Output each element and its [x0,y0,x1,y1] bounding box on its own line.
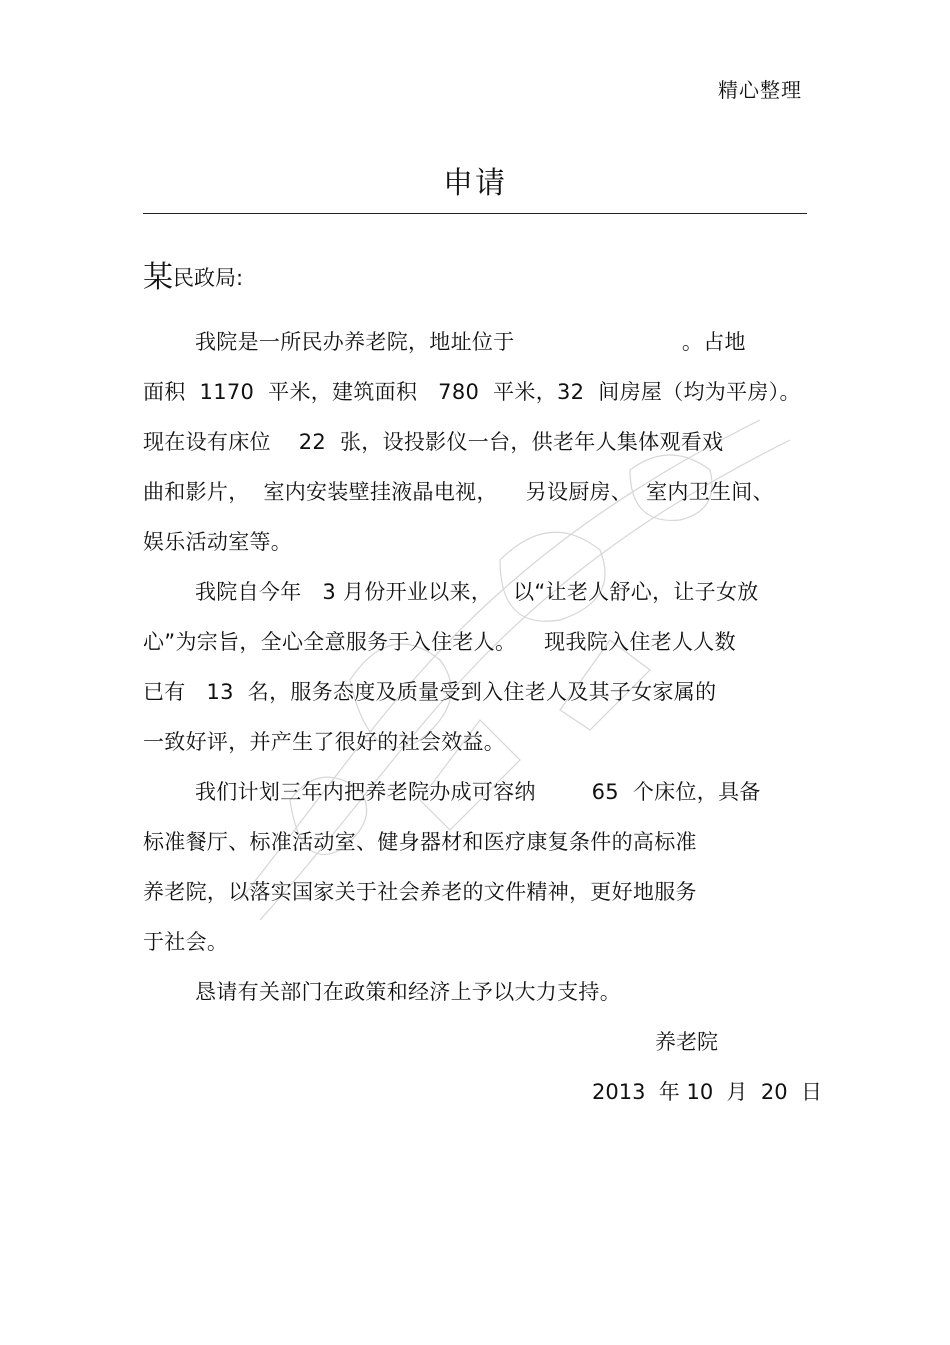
body-line: 我们计划三年内把养老院办成可容纳 65 个床位，具备 [195,780,761,804]
body-line: 养老院，以落实国家关于社会养老的文件精神，更好地服务 [143,880,697,904]
body-line: 标准餐厅、标准活动室、健身器材和医疗康复条件的高标准 [143,830,697,854]
body-line: 我院自今年 3 月份开业以来， 以“让老人舒心，让子女放 [195,580,759,604]
header-note: 精心整理 [718,78,802,102]
body-line: 心”为宗旨，全心全意服务于入住老人。 现我院入住老人人数 [143,630,736,654]
body-line: 现在设有床位 22 张，设投影仪一台，供老年人集体观看戏 [143,430,724,454]
document-title: 申请 [443,166,507,201]
watermark-graphic [200,380,820,940]
salutation-prefix: 某 [143,260,173,295]
body-line: 已有 13 名，服务态度及质量受到入住老人及其子女家属的 [143,680,717,704]
body-line: 恳请有关部门在政策和经济上予以大力支持。 [195,980,621,1004]
body-line: 于社会。 [143,930,229,954]
salutation [143,252,243,296]
signature-date: 2013 年 10 月 20 日 [592,1080,822,1104]
body-line: 娱乐活动室等。 [143,530,293,554]
signature-org: 养老院 [655,1030,718,1054]
title-divider [143,213,807,214]
body-line: 一致好评，并产生了很好的社会效益。 [143,730,506,754]
body-line: 面积 1170 平米，建筑面积 780 平米，32 间房屋（均为平房）。 [143,380,801,404]
salutation-recipient: 民政局: [173,266,244,290]
body-line: 曲和影片， 室内安装壁挂液晶电视， 另设厨房、 室内卫生间、 [143,480,774,504]
body-line: 我院是一所民办养老院，地址位于 。占地 [195,330,746,354]
